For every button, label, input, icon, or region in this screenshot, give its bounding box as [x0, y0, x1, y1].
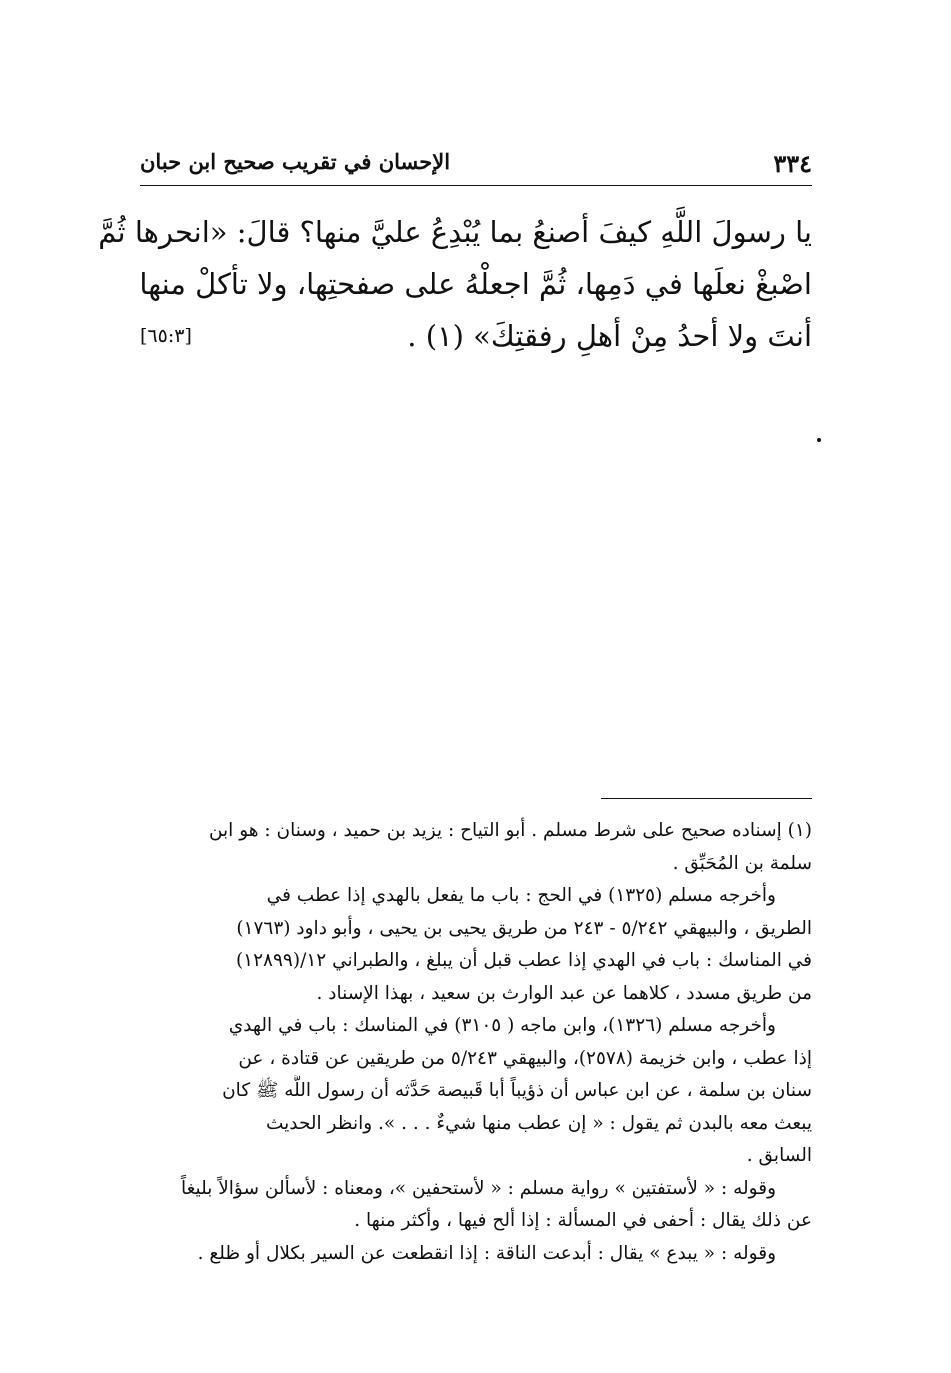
running-title: الإحسان في تقريب صحيح ابن حبان: [140, 149, 451, 174]
footnote-line: في المناسك : باب في الهدي إذا عطب قبل أن يبلغ ، والطبراني ١٢/(١٢٨٩٩): [235, 950, 812, 971]
footnote-line: (١) إسناده صحيح على شرط مسلم . أبو التياح : يزيد بن حميد ، وسنان : هو ابن: [208, 820, 812, 841]
footnote-line: وأخرجه مسلم (١٣٢٥) في الحج : باب ما يفعل بالهدي إذا عطب في: [266, 885, 776, 906]
footnote-line: الطريق ، والبيهقي ٥/٢٤٢ - ٢٤٣ من طريق يحيى بن يحيى ، وأبو داود (١٧٦٣): [236, 917, 812, 939]
footnote-line: وقوله : « يبدع » يقال : أبدعت الناقة : إذا انقطعت عن السير بكلال أو ظلع .: [197, 1242, 776, 1264]
footnote-line: سنان بن سلمة ، عن ابن عباس أن ذؤيباً أبا قَبيصة حَدَّثه أن رسول اللَّه ﷺ كان: [222, 1080, 812, 1101]
footnotes: [140, 815, 812, 1270]
footnote-separator: [601, 798, 812, 799]
page-number: ٣٣٤: [773, 149, 812, 178]
footnote-line: سلمة بن المُحَبِّق .: [672, 852, 812, 874]
main-line: أنتَ ولا أحدُ مِنْ أهلِ رفقتِكَ» (١) .: [407, 319, 812, 353]
main-text: [98, 206, 812, 362]
footnote-line: وأخرجه مسلم (١٣٢٦)، وابن ماجه ( ٣١٠٥) في المناسك : باب في الهدي: [228, 1015, 776, 1036]
footnote-line: وقوله : « لأستفتين » رواية مسلم : « لأستحفين »، ومعناه : لأسألن سؤالاً بليغاً: [180, 1177, 776, 1199]
stray-mark: [817, 438, 821, 442]
footnote-line: عن ذلك يقال : أحفى في المسألة : إذا ألح فيها ، وأكثر منها .: [354, 1210, 812, 1231]
footnote-line: إذا عطب ، وابن خزيمة (٢٥٧٨)، والبيهقي ٥/٢٤٣ من طريقين عن قتادة ، عن: [238, 1047, 812, 1069]
footnote-line: من طريق مسدد ، كلاهما عن عبد الوارث بن سعيد ، بهذا الإسناد .: [316, 982, 812, 1004]
footnote-line: يبعث معه بالبدن ثم يقول : « إن عطب منها شيءٌ . . . ». وانظر الحديث: [265, 1112, 812, 1134]
main-line: يا رسولَ اللَّهِ كيفَ أصنعُ بما يُبْدِعُ عليَّ منها؟ قالَ: «انحرها ثُمَّ: [98, 215, 812, 249]
hadith-reference: [٦٥:٣]: [140, 325, 192, 347]
page-header: [140, 143, 812, 186]
footnote-line: السابق .: [746, 1145, 812, 1166]
main-line: اصْبغْ نعلَها في دَمِها، ثُمَّ اجعلْهُ على صفحتِها، ولا تأكلْ منها: [139, 267, 812, 301]
